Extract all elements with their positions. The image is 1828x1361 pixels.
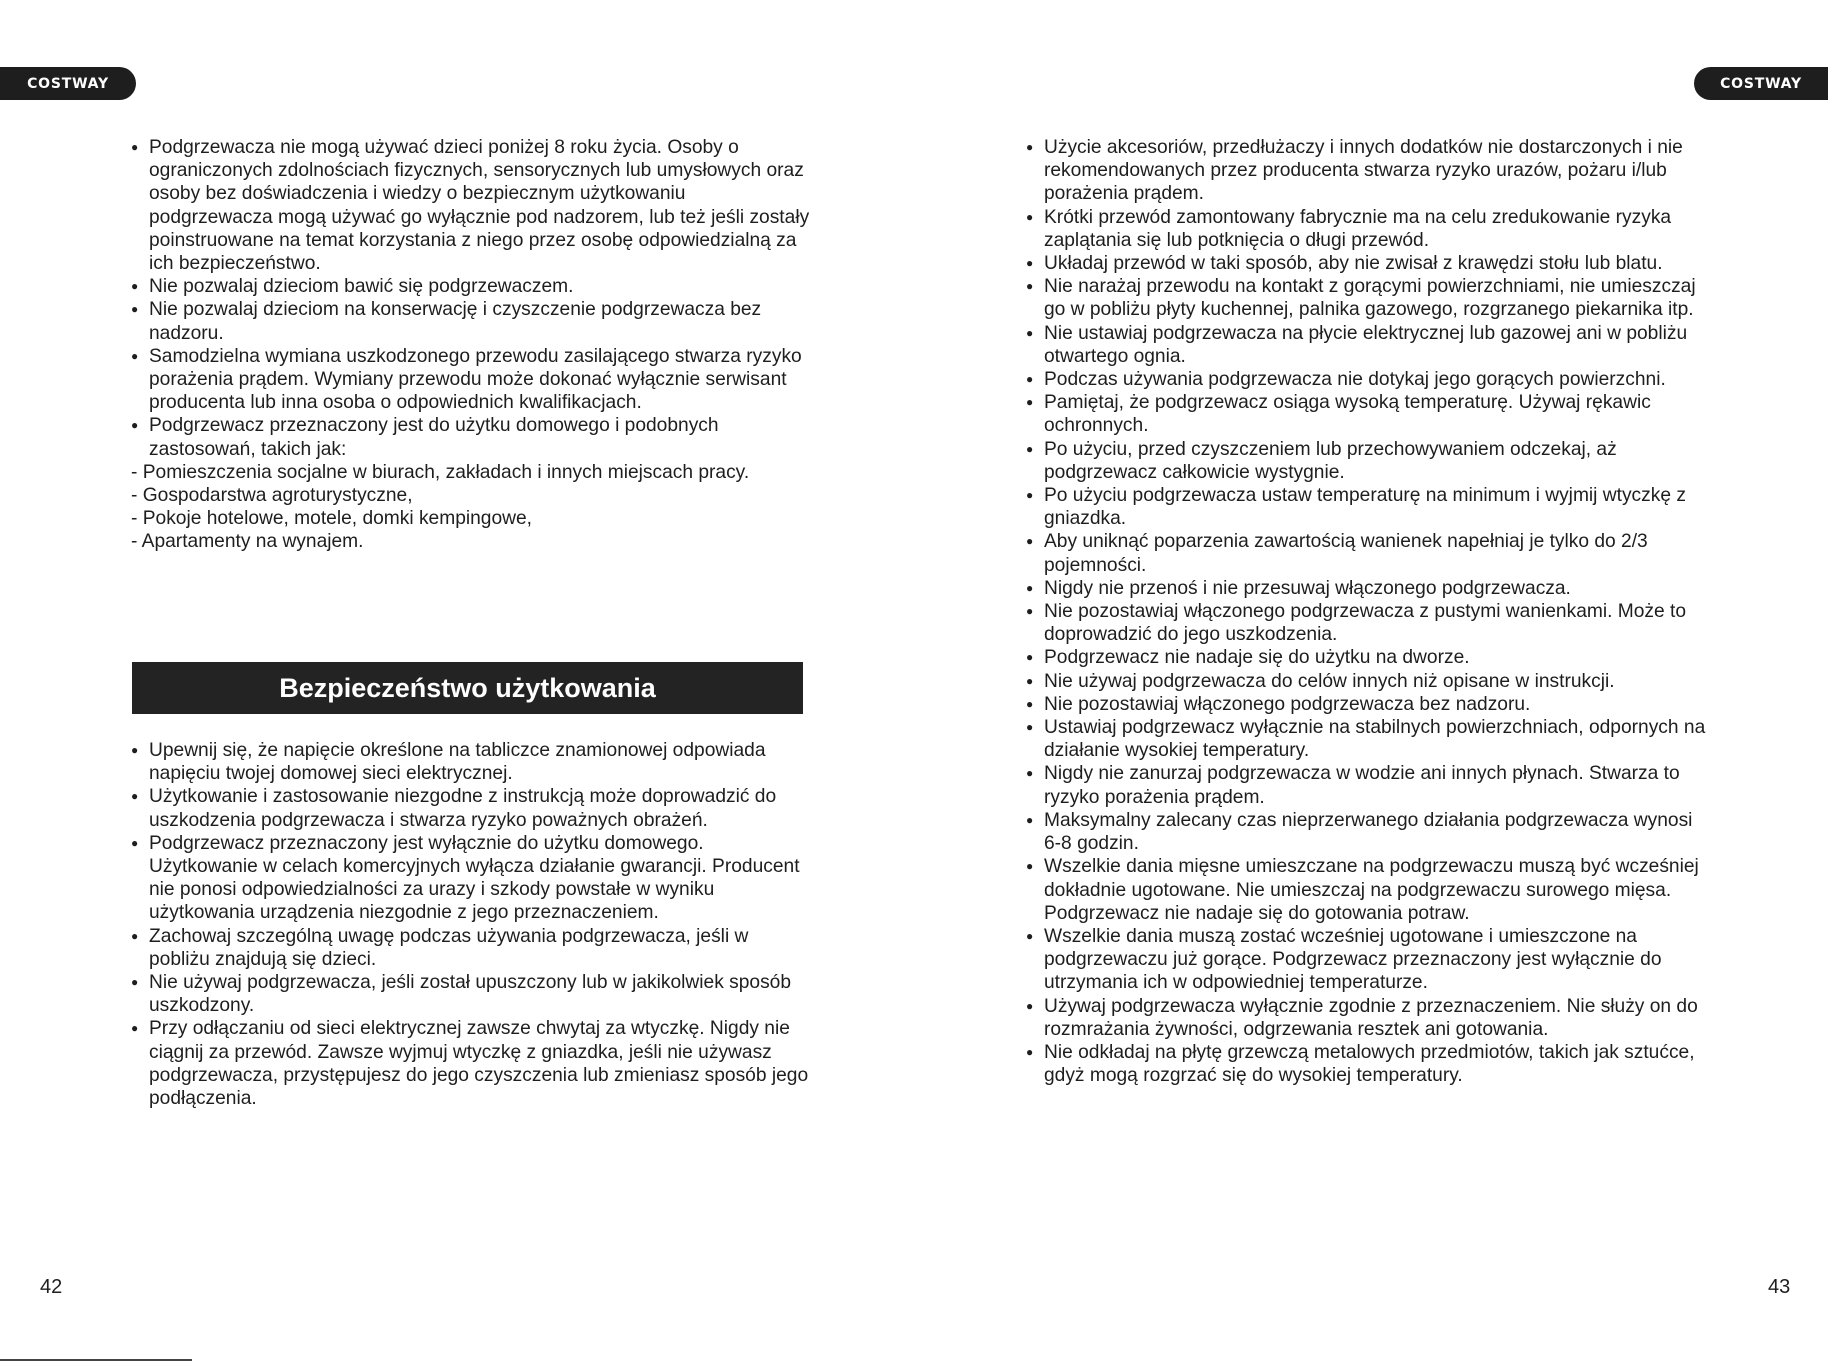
list-item: ● Podgrzewacz przeznaczony jest wyłącznie do użytku domowego. Użytkowanie w celach komercyjnych wyłącza działanie gwarancji. Producent nie ponosi odpowiedzialności za urazy i szkody powstałe w wyniku użytkowania urządzenia niezgodnie z jego przeznaczeniem.	[131, 832, 811, 925]
list-item: - Pomieszczenia socjalne w biurach, zakładach i innych miejscach pracy.	[131, 461, 750, 483]
page-number-right: 43	[1768, 1276, 1791, 1298]
list-item: ● Nigdy nie zanurzaj podgrzewacza w wodzie ani innych płynach. Stwarza to ryzyko porażenia prądem.	[1026, 762, 1706, 808]
list-item: ● Nie odkładaj na płytę grzewczą metalowych przedmiotów, takich jak sztućce, gdyż mogą rozgrzać się do wysokiej temperatury.	[1026, 1041, 1706, 1087]
list-item: ● Nigdy nie przenoś i nie przesuwaj włączonego podgrzewacza.	[1026, 577, 1706, 600]
list-item: ● Upewnij się, że napięcie określone na tabliczce znamionowej odpowiada napięciu twojej domowej sieci elektrycznej.	[131, 739, 811, 785]
list-item: ● Nie używaj podgrzewacza do celów innych niż opisane w instrukcji.	[1026, 670, 1706, 693]
list-item: - Pokoje hotelowe, motele, domki kempingowe,	[131, 508, 533, 530]
list-item: ● Nie ustawiaj podgrzewacza na płycie elektrycznej lub gazowej ani w pobliżu otwartego ognia.	[1026, 322, 1706, 368]
list-item: ● Pamiętaj, że podgrzewacz osiąga wysoką temperaturę. Używaj rękawic ochronnych.	[1026, 391, 1706, 437]
page-number-left: 42	[40, 1276, 63, 1298]
left-bottom-bullet-list	[131, 739, 811, 1110]
list-item: ● Ustawiaj podgrzewacz wyłącznie na stabilnych powierzchniach, odpornych na działanie wysokiej temperatury.	[1026, 716, 1706, 762]
list-item: ● Używaj podgrzewacza wyłącznie zgodnie z przeznaczeniem. Nie służy on do rozmrażania żywności, odgrzewania resztek ani gotowania.	[1026, 995, 1706, 1041]
brand-tab-right: COSTWAY	[1694, 67, 1828, 100]
list-item: ● Aby uniknąć poparzenia zawartością wanienek napełniaj je tylko do 2/3 pojemności.	[1026, 530, 1706, 576]
list-item: ● Nie narażaj przewodu na kontakt z gorącymi powierzchniami, nie umieszczaj go w pobliżu płyty kuchennej, palnika gazowego, rozgrzanego piekarnika itp.	[1026, 275, 1706, 321]
list-item: ● Układaj przewód w taki sposób, aby nie zwisał z krawędzi stołu lub blatu.	[1026, 252, 1706, 275]
left-page-top-section	[131, 136, 811, 554]
list-item: - Gospodarstwa agroturystyczne,	[131, 485, 413, 507]
left-top-bullet-list	[131, 136, 811, 461]
list-item: ● Nie pozwalaj dzieciom bawić się podgrzewaczem.	[131, 275, 811, 298]
list-item: ● Użycie akcesoriów, przedłużaczy i innych dodatków nie dostarczonych i nie rekomendowanych przez producenta stwarza ryzyko urazów, pożaru i/lub porażenia prądem.	[1026, 136, 1706, 206]
left-page-bottom-section	[131, 739, 811, 1110]
section-heading: Bezpieczeństwo użytkowania	[132, 662, 803, 714]
list-item: ● Nie używaj podgrzewacza, jeśli został upuszczony lub w jakikolwiek sposób uszkodzony.	[131, 971, 811, 1017]
list-item: ● Podgrzewacza nie mogą używać dzieci poniżej 8 roku życia. Osoby o ograniczonych zdolnościach fizycznych, sensorycznych lub umysłowych oraz osoby bez doświadczenia i wiedzy o bezpiecznym użytkowaniu podgrzewacza mogą używać go wyłącznie pod nadzorem, lub też jeśli zostały poinstruowane na temat korzystania z niego przez osobę odpowiedzialną za ich bezpieczeństwo.	[131, 136, 811, 275]
list-item: ● Nie pozostawiaj włączonego podgrzewacza z pustymi wanienkami. Może to doprowadzić do jego uszkodzenia.	[1026, 600, 1706, 646]
list-item: ● Samodzielna wymiana uszkodzonego przewodu zasilającego stwarza ryzyko porażenia prądem. Wymiany przewodu może dokonać wyłącznie serwisant producenta lub inna osoba o odpowiednich kwalifikacjach.	[131, 345, 811, 415]
right-bullet-list	[1026, 136, 1706, 1087]
list-item: ● Po użyciu podgrzewacza ustaw temperaturę na minimum i wyjmij wtyczkę z gniazdka.	[1026, 484, 1706, 530]
list-item: ● Nie pozwalaj dzieciom na konserwację i czyszczenie podgrzewacza bez nadzoru.	[131, 298, 811, 344]
list-item: ● Podgrzewacz przeznaczony jest do użytku domowego i podobnych zastosowań, takich jak:	[131, 414, 811, 460]
list-item: ● Przy odłączaniu od sieci elektrycznej zawsze chwytaj za wtyczkę. Nigdy nie ciągnij za przewód. Zawsze wyjmuj wtyczkę z gniazdka, jeśli nie używasz podgrzewacza, przystępujesz do jego czyszczenia lub zmieniasz sposób jego podłączenia.	[131, 1017, 811, 1110]
list-item: ● Użytkowanie i zastosowanie niezgodne z instrukcją może doprowadzić do uszkodzenia podgrzewacza i stwarza ryzyko poważnych obrażeń.	[131, 785, 811, 831]
list-item: ● Podgrzewacz nie nadaje się do użytku na dworze.	[1026, 646, 1706, 669]
list-item: ● Wszelkie dania muszą zostać wcześniej ugotowane i umieszczone na podgrzewaczu już gorące. Podgrzewacz przeznaczony jest wyłącznie do utrzymania ich w odpowiedniej temperaturze.	[1026, 925, 1706, 995]
list-item: - Apartamenty na wynajem.	[131, 531, 364, 553]
list-item: ● Wszelkie dania mięsne umieszczane na podgrzewaczu muszą być wcześniej dokładnie ugotowane. Nie umieszczaj na podgrzewaczu surowego mięsa. Podgrzewacz nie nadaje się do gotowania potraw.	[1026, 855, 1706, 925]
brand-tab-left: COSTWAY	[0, 67, 136, 100]
list-item: ● Krótki przewód zamontowany fabrycznie ma na celu zredukowanie ryzyka zaplątania się lub potknięcia o długi przewód.	[1026, 206, 1706, 252]
list-item: ● Po użyciu, przed czyszczeniem lub przechowywaniem odczekaj, aż podgrzewacz całkowicie wystygnie.	[1026, 438, 1706, 484]
list-item: ● Nie pozostawiaj włączonego podgrzewacza bez nadzoru.	[1026, 693, 1706, 716]
list-item: ● Zachowaj szczególną uwagę podczas używania podgrzewacza, jeśli w pobliżu znajdują się dzieci.	[131, 925, 811, 971]
list-item: ● Maksymalny zalecany czas nieprzerwanego działania podgrzewacza wynosi 6-8 godzin.	[1026, 809, 1706, 855]
list-item: ● Podczas używania podgrzewacza nie dotykaj jego gorących powierzchni.	[1026, 368, 1706, 391]
right-page-content	[1026, 136, 1706, 1087]
usage-examples-list	[131, 461, 811, 554]
